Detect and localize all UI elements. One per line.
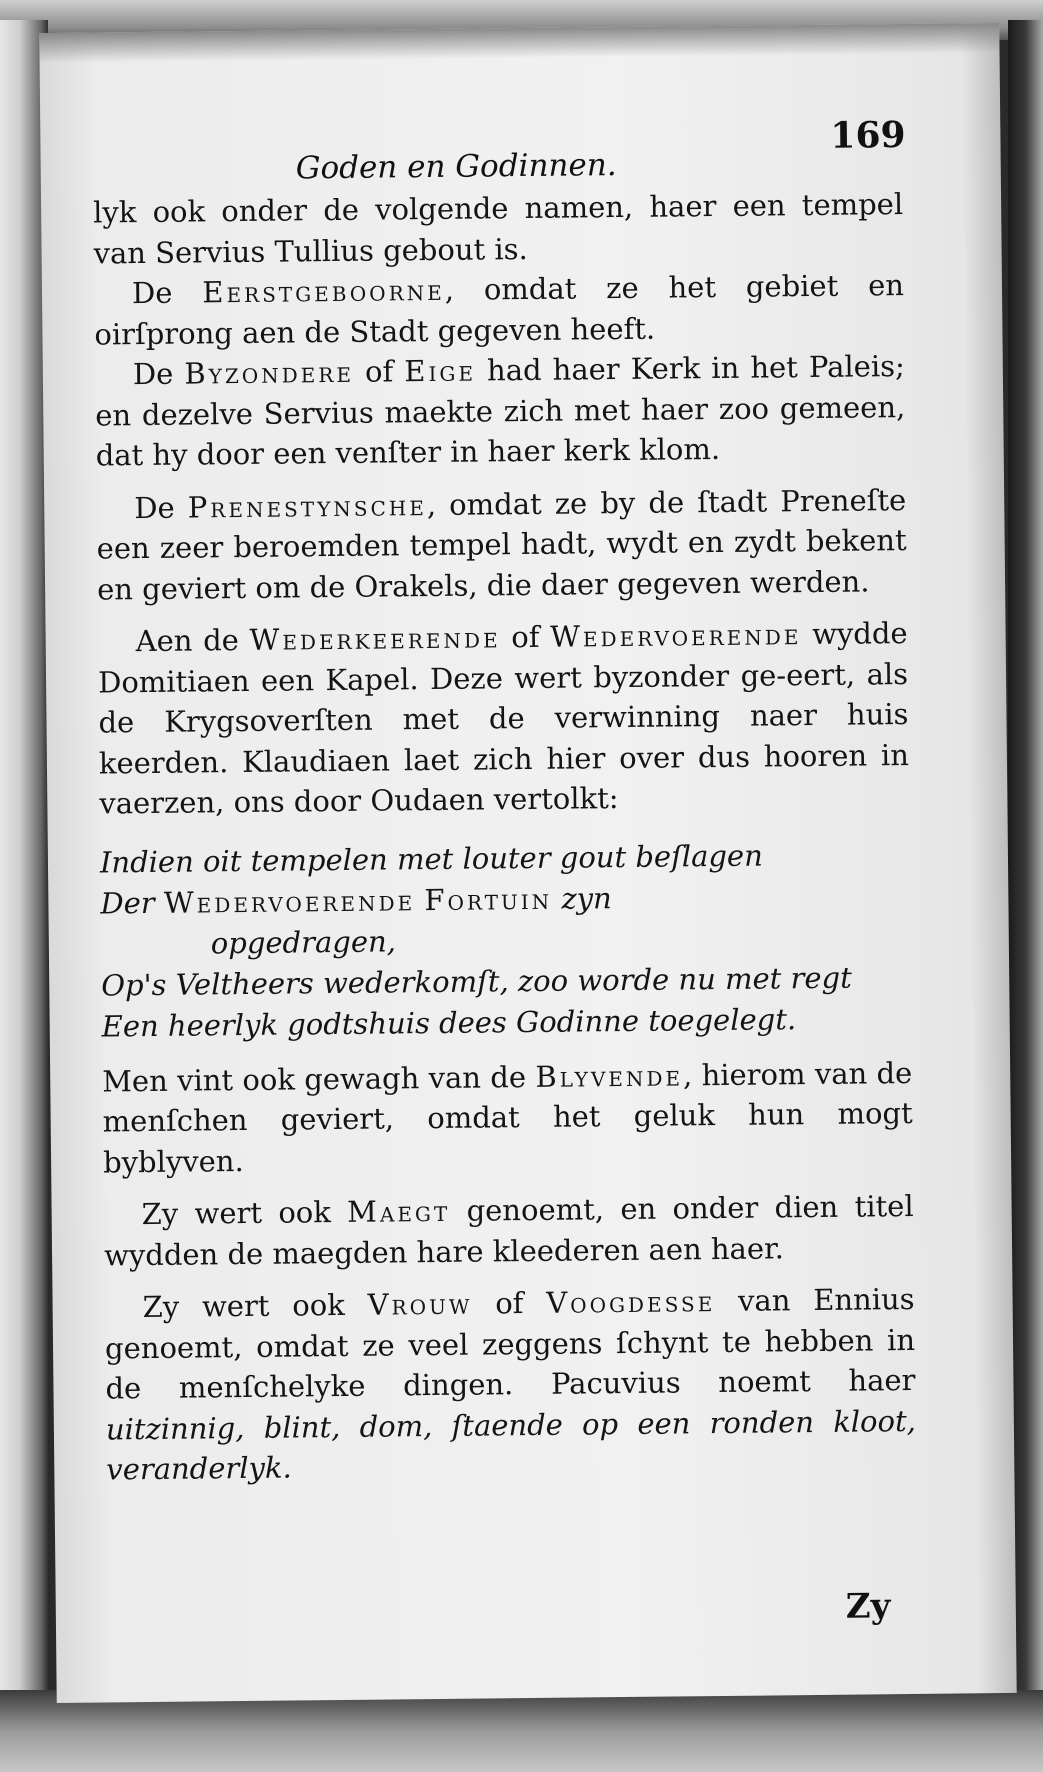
verse-line-1: Indien oit tempelen met louter gout beſlagen xyxy=(99,838,763,879)
running-head: Goden en Godinnen. xyxy=(295,147,617,187)
name-blyvende: Blyvende xyxy=(535,1057,684,1094)
paragraph-6: Men vint ook gewagh van de Blyvende, hierom van de menſchen geviert, omdat het geluk hun mogt byblyven. xyxy=(102,1055,913,1179)
paragraph-4: De Prenestynsche, omdat ze by de ſtadt Preneſte een zeer beroemden tempel hadt, wydt en zydt bekent en geviert om de Orakels, die daer gegeven werden. xyxy=(96,482,907,606)
body-text xyxy=(93,184,917,1490)
verse-line-5: Een heerlyk godtshuis dees Godinne toegelegt. xyxy=(101,1001,797,1043)
name-prenestynsche: Prenestynsche xyxy=(187,487,428,525)
verse-block xyxy=(100,834,912,1047)
book-page xyxy=(39,23,1016,1703)
left-page-edge xyxy=(0,20,48,1730)
name-eige: Eige xyxy=(404,353,477,389)
paragraph-1: lyk ook onder de volgende namen, haer een tempel van Servius Tullius gebout is. xyxy=(92,187,904,271)
catchword: Zy xyxy=(845,1586,891,1627)
paragraph-3: De Byzondere of Eige had haer Kerk in het Paleis; en dezelve Servius maekte zich met haer zoo gemeen, dat hy door een venſter in haer kerk klom. xyxy=(95,349,906,473)
book-cover-bottom xyxy=(0,1690,1043,1772)
verse-line-3: opgedragen, xyxy=(210,923,397,960)
page-number: 169 xyxy=(830,114,906,157)
verse-line-2: Der Wedervoerende Fortuin zyn xyxy=(100,880,612,920)
paragraph-8: Zy wert ook Vrouw of Voogdesse van Ennius genoemt, omdat ze veel zeggens ſchynt te hebben in de menſchelyke dingen. Pacuvius noemt haer uitzinnig, blint, dom, ſtaende op een ronden kloot, veranderlyk. xyxy=(104,1281,917,1487)
name-wederkeerende: Wederkeerende xyxy=(249,620,501,657)
paragraph-2: De Eerstgeboorne, omdat ze het gebiet en oirſprong aen de Stadt gegeven heeft. xyxy=(94,268,905,352)
pacuvius-quote: uitzinnig, blint, dom, ſtaende op een ronden kloot, veranderlyk. xyxy=(105,1403,917,1487)
name-vrouw: Vrouw xyxy=(367,1286,473,1322)
name-maegt: Maegt xyxy=(347,1193,451,1229)
name-wedervoerende: Wedervoerende xyxy=(549,617,802,654)
name-byzondere: Byzondere xyxy=(184,354,355,391)
paragraph-7: Zy wert ook Maegt genoemt, en onder dien titel wydden de maegden hare kleederen aen haer. xyxy=(103,1188,914,1272)
name-voogdesse: Voogdesse xyxy=(546,1284,716,1320)
verse-line-4: Op's Veltheers wederkomſt, zoo worde nu met regt xyxy=(101,960,852,1002)
name-eerstgeboorne: Eerstgeboorne xyxy=(202,272,445,310)
paragraph-5: Aen de Wederkeerende of Wedervoerende wydde Domitiaen een Kapel. Deze wert byzonder ge-eert, als de Krygsoverſten met de verwinning naer huis keerden. Klaudiaen laet zich hier over dus hooren in vaerzen, ons door Oudaen vertolkt: xyxy=(97,616,910,821)
